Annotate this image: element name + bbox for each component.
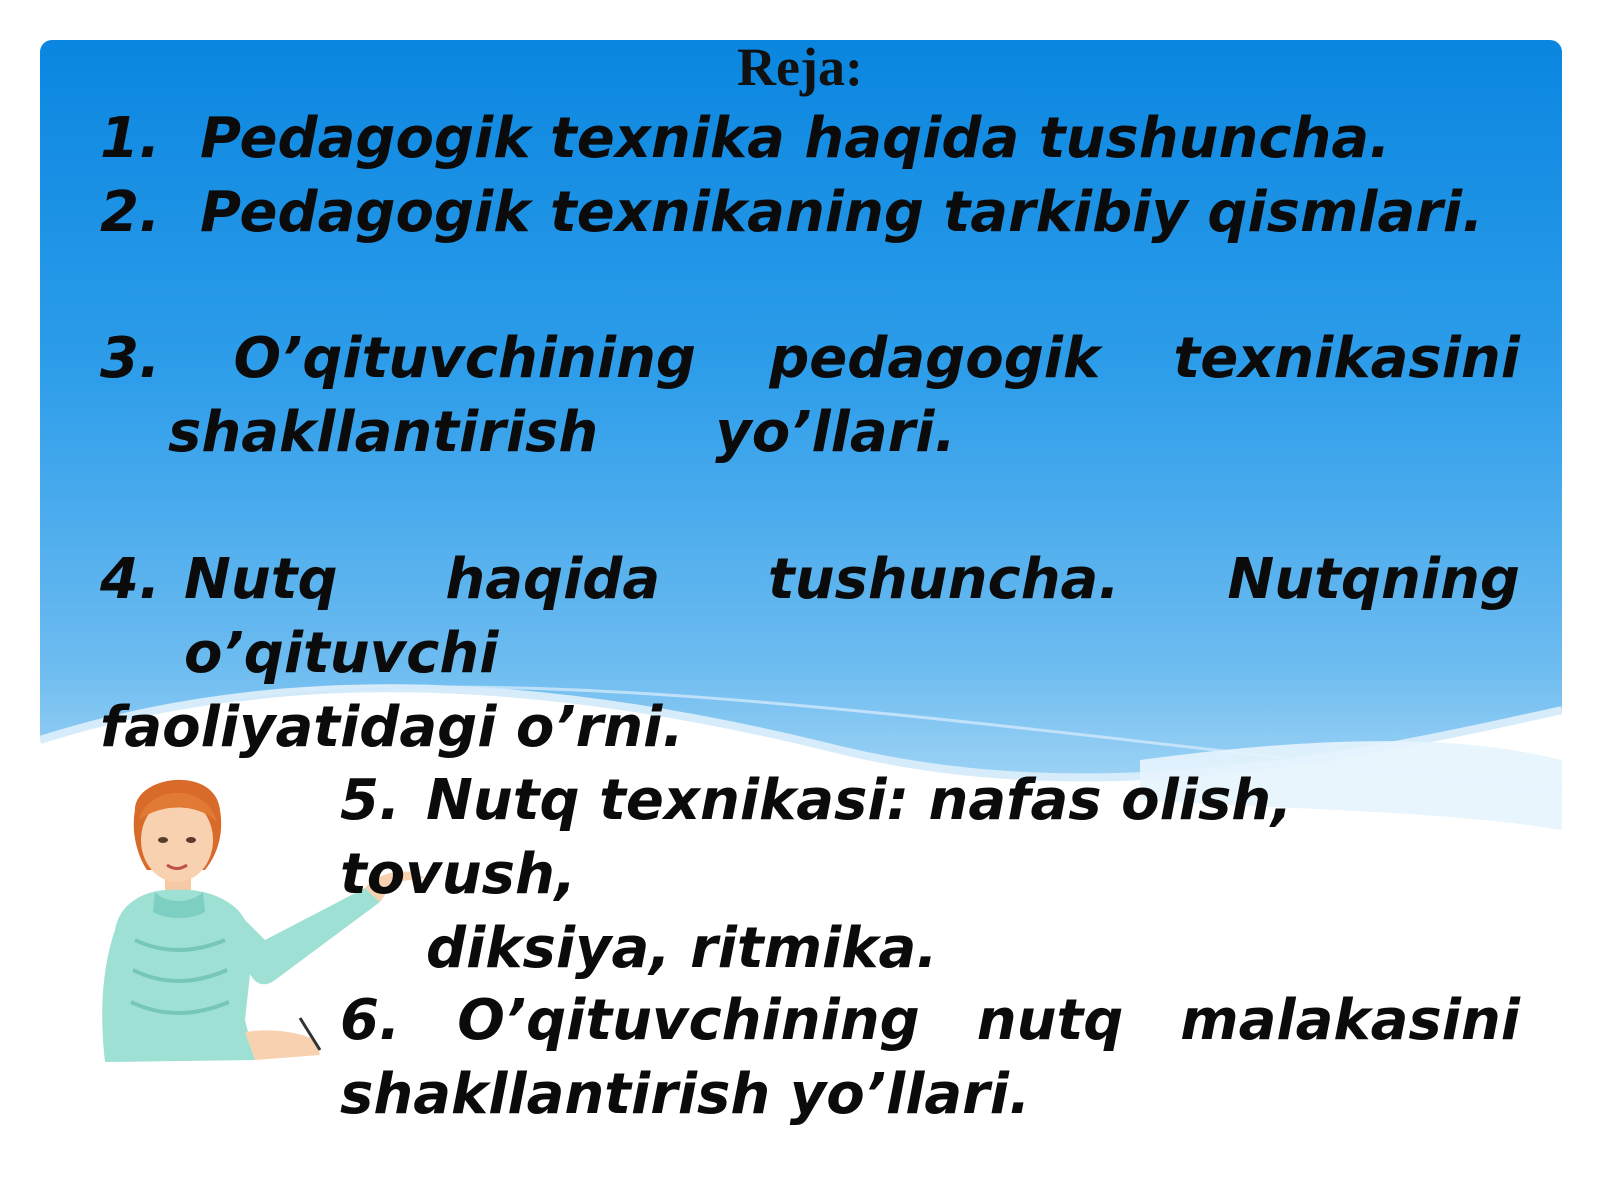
plan-item-4 (100, 543, 1520, 765)
plan-item-3 (100, 322, 1520, 470)
item-text: shakllantirish yo’llari. (168, 400, 956, 465)
plan-item-5 (340, 764, 1520, 986)
item-text: faoliyatidagi o’rni. (100, 695, 684, 760)
item-number: 1. (100, 106, 161, 171)
item-word: malakasini (1180, 988, 1520, 1053)
plan-item-1 (100, 102, 1520, 176)
item-word: O’qituvchining (457, 988, 920, 1053)
slide-title: Reja: (737, 37, 863, 97)
plan-item-6 (340, 984, 1520, 1132)
item-number: 3. (100, 326, 161, 391)
item-number: 5. (340, 768, 401, 833)
item-text: shakllantirish yo’llari. (340, 1062, 1031, 1127)
item-line (100, 543, 1520, 691)
item-word: nutq (976, 988, 1124, 1053)
item-text: Nutq texnikasi: nafas olish, tovush, (340, 768, 1293, 907)
item-number: 2. (100, 180, 161, 245)
item-word: pedagogik (769, 326, 1101, 391)
item-word: O’qituvchining (233, 326, 697, 391)
item-text: Nutq haqida tushuncha. Nutqning o’qituvchi (184, 547, 1520, 686)
item-line (340, 984, 1520, 1058)
item-number: 6. (340, 988, 401, 1053)
plan-item-2 (100, 176, 1520, 250)
item-number: 4. (100, 547, 161, 612)
item-line (100, 322, 1520, 396)
item-text: diksiya, ritmika. (426, 916, 938, 981)
item-word: texnikasini (1173, 326, 1520, 391)
item-text: Pedagogik texnikaning tarkibiy qismlari. (200, 180, 1484, 245)
item-text: Pedagogik texnika haqida tushuncha. (200, 106, 1391, 171)
